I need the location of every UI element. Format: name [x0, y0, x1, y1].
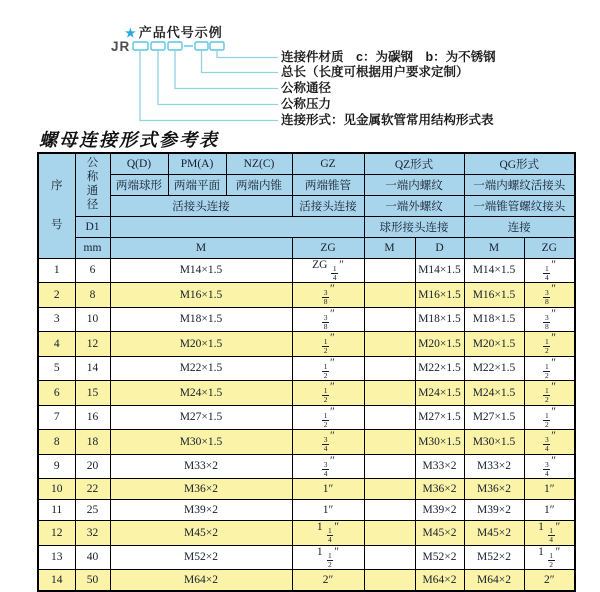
- table-row: [38, 332, 575, 357]
- cell-gz: ZG $\frac{1}{4}$ ″: [292, 258, 364, 283]
- cell-dn: 8: [75, 283, 110, 308]
- cell-thread-m: M27×1.5: [110, 405, 292, 430]
- table-row: [38, 454, 575, 479]
- header-m-merged: M: [110, 237, 292, 258]
- table-row: [38, 430, 575, 455]
- table-row: [38, 545, 575, 570]
- cell-qg-zg: $\frac{3}{8}$ ″: [524, 307, 575, 332]
- header-qz-sub: 一端内螺纹: [364, 174, 464, 195]
- cell-seq: 13: [38, 545, 75, 570]
- code-label-length: 总长（长度可根据用户要求定制）: [281, 65, 469, 79]
- cell-qg-m: M18×1.5: [464, 307, 524, 332]
- cell-seq: 1: [38, 258, 75, 283]
- cell-qg-m: M39×2: [464, 500, 524, 521]
- cell-qz-d: M24×1.5: [415, 381, 464, 406]
- cell-qg-zg: $\frac{3}{4}$ ″: [524, 430, 575, 455]
- cell-seq: 11: [38, 500, 75, 521]
- cell-qz-d: M16×1.5: [415, 283, 464, 308]
- header-col-qz: QZ形式: [364, 153, 464, 174]
- cell-qg-m: M33×2: [464, 454, 524, 479]
- cell-seq: 12: [38, 521, 75, 546]
- header-qpmnz-conn: 活接头连接: [110, 195, 292, 216]
- cell-gz: 2″: [292, 570, 364, 591]
- header-qz-m: M: [364, 237, 415, 258]
- cell-qz-m: [364, 356, 415, 381]
- table-row: [38, 283, 575, 308]
- cell-qz-m: [364, 430, 415, 455]
- cell-thread-m: M20×1.5: [110, 332, 292, 357]
- cell-gz: $\frac{1}{2}$ ″: [292, 332, 364, 357]
- cell-qg-zg: 1 $\frac{1}{2}$ ″: [524, 545, 575, 570]
- cell-qg-zg: $\frac{1}{2}$ ″: [524, 405, 575, 430]
- cell-gz: $\frac{3}{8}$ ″: [292, 283, 364, 308]
- header-qg-conn: 一端锥管螺纹接头: [464, 195, 575, 216]
- table-row: [38, 479, 575, 500]
- cell-seq: 10: [38, 479, 75, 500]
- cell-qg-zg: $\frac{1}{4}$ ″: [524, 258, 575, 283]
- table-row: [38, 381, 575, 406]
- cell-qg-m: M16×1.5: [464, 283, 524, 308]
- cell-qz-d: M45×2: [415, 521, 464, 546]
- cell-qg-m: M14×1.5: [464, 258, 524, 283]
- cell-dn: 16: [75, 405, 110, 430]
- table-row: [38, 405, 575, 430]
- code-label-diameter: 公称通径: [281, 81, 332, 95]
- connector-lines: [140, 50, 278, 121]
- nut-connection-reference-table: [37, 152, 576, 592]
- cell-dn: 10: [75, 307, 110, 332]
- cell-dn: 22: [75, 479, 110, 500]
- header-dn: 公称通径: [75, 153, 110, 216]
- header-gz-conn: 活接头连接: [292, 195, 364, 216]
- cell-qz-d: M22×1.5: [415, 356, 464, 381]
- cell-gz: $\frac{3}{8}$ ″: [292, 307, 364, 332]
- cell-qz-m: [364, 479, 415, 500]
- cell-thread-m: M14×1.5: [110, 258, 292, 283]
- cell-thread-m: M18×1.5: [110, 307, 292, 332]
- cell-qz-m: [364, 258, 415, 283]
- cell-thread-m: M33×2: [110, 454, 292, 479]
- table-row: [38, 258, 575, 283]
- cell-qz-d: M27×1.5: [415, 405, 464, 430]
- cell-thread-m: M39×2: [110, 500, 292, 521]
- cell-qz-d: M14×1.5: [415, 258, 464, 283]
- cell-qg-m: M20×1.5: [464, 332, 524, 357]
- cell-seq: 5: [38, 356, 75, 381]
- cell-seq: 8: [38, 430, 75, 455]
- header-mm: mm: [75, 237, 110, 258]
- cell-dn: 20: [75, 454, 110, 479]
- cell-qz-m: [364, 545, 415, 570]
- header-col-gz: GZ: [292, 153, 364, 174]
- cell-qg-m: M36×2: [464, 479, 524, 500]
- table-title: 螺母连接形式参考表: [39, 130, 219, 150]
- cell-qz-m: [364, 521, 415, 546]
- header-seq: 序号: [38, 153, 75, 258]
- cell-dn: 14: [75, 356, 110, 381]
- code-label-material: 连接件材质 c：为碳钢 b：为不锈钢: [281, 50, 496, 64]
- cell-thread-m: M45×2: [110, 521, 292, 546]
- header-nz-sub: 两端内锥: [226, 174, 292, 195]
- table-row: [38, 356, 575, 381]
- header-qg-zg: ZG: [524, 237, 575, 258]
- cell-qz-d: M18×1.5: [415, 307, 464, 332]
- cell-qz-m: [364, 454, 415, 479]
- diagram-heading-text: 产品代号示例: [138, 25, 223, 40]
- cell-thread-m: M64×2: [110, 570, 292, 591]
- cell-qz-d: M30×1.5: [415, 430, 464, 455]
- cell-dn: 6: [75, 258, 110, 283]
- cell-gz: 1″: [292, 500, 364, 521]
- cell-gz: 1″: [292, 479, 364, 500]
- header-blank: [110, 216, 364, 237]
- cell-qg-zg: 1″: [524, 479, 575, 500]
- cell-dn: 40: [75, 545, 110, 570]
- cell-seq: 7: [38, 405, 75, 430]
- header-qz-d: D: [415, 237, 464, 258]
- code-boxes: [133, 42, 224, 50]
- cell-gz: $\frac{1}{2}$ ″: [292, 356, 364, 381]
- cell-seq: 2: [38, 283, 75, 308]
- cell-qz-m: [364, 500, 415, 521]
- cell-gz: 1 $\frac{1}{4}$ ″: [292, 521, 364, 546]
- cell-qz-m: [364, 332, 415, 357]
- cell-seq: 14: [38, 570, 75, 591]
- header-qg-sub: 一端内螺纹活接头: [464, 174, 575, 195]
- header-qz-conn: 一端外螺纹: [364, 195, 464, 216]
- cell-thread-m: M24×1.5: [110, 381, 292, 406]
- cell-seq: 4: [38, 332, 75, 357]
- cell-gz: $\frac{3}{4}$ ″: [292, 454, 364, 479]
- cell-dn: 18: [75, 430, 110, 455]
- cell-qg-zg: 1 $\frac{1}{4}$ ″: [524, 521, 575, 546]
- cell-dn: 32: [75, 521, 110, 546]
- cell-dn: 12: [75, 332, 110, 357]
- cell-qz-d: M64×2: [415, 570, 464, 591]
- cell-gz: $\frac{1}{2}$ ″: [292, 381, 364, 406]
- cell-qg-zg: 2″: [524, 570, 575, 591]
- cell-seq: 9: [38, 454, 75, 479]
- code-prefix: JR: [111, 39, 131, 54]
- cell-qg-zg: $\frac{3}{8}$ ″: [524, 283, 575, 308]
- cell-gz: $\frac{3}{4}$ ″: [292, 430, 364, 455]
- cell-qg-m: M64×2: [464, 570, 524, 591]
- cell-qz-m: [364, 381, 415, 406]
- header-d1: D1: [75, 216, 110, 237]
- cell-qz-d: M52×2: [415, 545, 464, 570]
- cell-qz-m: [364, 405, 415, 430]
- table-header: [38, 153, 575, 258]
- table-body: [38, 258, 575, 591]
- table-row: [38, 500, 575, 521]
- diagram-heading: [125, 22, 223, 41]
- cell-gz: 1 $\frac{1}{2}$ ″: [292, 545, 364, 570]
- cell-qg-m: M30×1.5: [464, 430, 524, 455]
- cell-qg-zg: $\frac{1}{2}$ ″: [524, 356, 575, 381]
- cell-dn: 15: [75, 381, 110, 406]
- cell-thread-m: M36×2: [110, 479, 292, 500]
- cell-qz-d: M20×1.5: [415, 332, 464, 357]
- cell-qg-m: M52×2: [464, 545, 524, 570]
- cell-qz-d: M36×2: [415, 479, 464, 500]
- cell-thread-m: M30×1.5: [110, 430, 292, 455]
- header-qg-conn2: 连接: [464, 216, 575, 237]
- header-gz-sub: 两端锥管: [292, 174, 364, 195]
- table-row: [38, 521, 575, 546]
- cell-qg-zg: $\frac{1}{2}$ ″: [524, 332, 575, 357]
- cell-thread-m: M52×2: [110, 545, 292, 570]
- cell-qg-zg: $\frac{3}{4}$ ″: [524, 454, 575, 479]
- cell-qz-m: [364, 570, 415, 591]
- header-gz-unit: ZG: [292, 237, 364, 258]
- cell-qz-d: M33×2: [415, 454, 464, 479]
- header-qz-conn2: 球形接头连接: [364, 216, 464, 237]
- cell-seq: 3: [38, 307, 75, 332]
- header-col-pm: PM(A): [168, 153, 226, 174]
- cell-qg-zg: $\frac{1}{2}$ ″: [524, 381, 575, 406]
- cell-thread-m: M22×1.5: [110, 356, 292, 381]
- cell-qg-m: M27×1.5: [464, 405, 524, 430]
- table-row: [38, 570, 575, 591]
- cell-gz: $\frac{1}{2}$ ″: [292, 405, 364, 430]
- header-pm-sub: 两端平面: [168, 174, 226, 195]
- code-label-connection: 连接形式：见金属软管常用结构形式表: [281, 113, 494, 127]
- cell-thread-m: M16×1.5: [110, 283, 292, 308]
- header-q-sub: 两端球形: [110, 174, 168, 195]
- table-row: [38, 307, 575, 332]
- header-col-nz: NZ(C): [226, 153, 292, 174]
- cell-seq: 6: [38, 381, 75, 406]
- cell-qg-m: M45×2: [464, 521, 524, 546]
- cell-dn: 25: [75, 500, 110, 521]
- cell-qz-m: [364, 307, 415, 332]
- cell-qg-m: M24×1.5: [464, 381, 524, 406]
- header-col-qg: QG形式: [464, 153, 575, 174]
- cell-qg-m: M22×1.5: [464, 356, 524, 381]
- code-label-pressure: 公称压力: [281, 97, 332, 111]
- cell-qz-d: M39×2: [415, 500, 464, 521]
- header-qg-m: M: [464, 237, 524, 258]
- cell-qg-zg: 1″: [524, 500, 575, 521]
- header-col-q: Q(D): [110, 153, 168, 174]
- cell-qz-m: [364, 283, 415, 308]
- star-icon: ★: [125, 26, 137, 40]
- cell-dn: 50: [75, 570, 110, 591]
